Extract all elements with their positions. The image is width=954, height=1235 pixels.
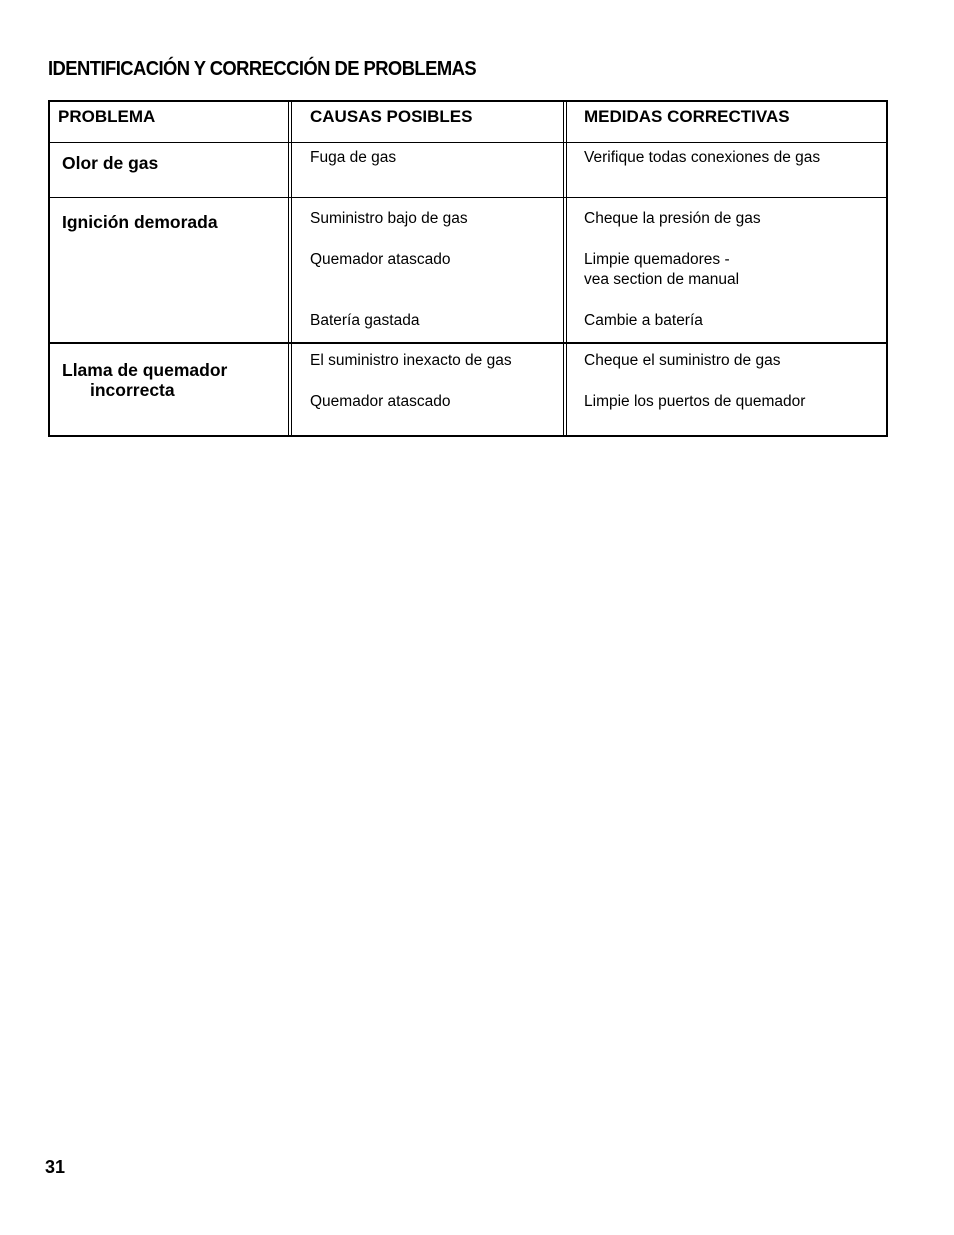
measure-item: Verifique todas conexiones de gas <box>584 149 821 166</box>
cause-item: Fuga de gas <box>310 149 397 166</box>
measure-item: Limpie quemadores - <box>584 251 730 268</box>
row-divider <box>50 142 886 143</box>
column-divider <box>563 102 567 435</box>
page-title: IDENTIFICACIÓN Y CORRECCIÓN DE PROBLEMAS <box>48 58 477 80</box>
troubleshooting-table <box>48 100 888 437</box>
problem-delayed-ignition: Ignición demorada <box>62 212 218 232</box>
cause-item: Suministro bajo de gas <box>310 210 468 227</box>
problem-line: incorrecta <box>90 380 175 400</box>
measure-item: Limpie los puertos de quemador <box>584 393 806 410</box>
page-number: 31 <box>45 1157 66 1177</box>
header-measures: MEDIDAS CORRECTIVAS <box>584 107 790 126</box>
measure-item: Cheque el suministro de gas <box>584 352 781 369</box>
measure-item: vea section de manual <box>584 271 740 288</box>
header-problem: PROBLEMA <box>58 107 156 126</box>
cause-item: Quemador atascado <box>310 393 451 410</box>
cause-item: Quemador atascado <box>310 251 451 268</box>
header-causes: CAUSAS POSIBLES <box>310 107 473 126</box>
measure-item: Cambie a batería <box>584 312 703 329</box>
problem-line: Llama de quemador <box>62 360 228 380</box>
column-divider <box>288 102 292 435</box>
cause-item: Batería gastada <box>310 312 420 329</box>
row-divider <box>50 197 886 198</box>
measure-item: Cheque la presión de gas <box>584 210 761 227</box>
cause-item: El suministro inexacto de gas <box>310 352 512 369</box>
problem-incorrect-flame <box>62 360 227 400</box>
row-divider <box>50 342 886 344</box>
problem-gas-odor: Olor de gas <box>62 153 159 173</box>
